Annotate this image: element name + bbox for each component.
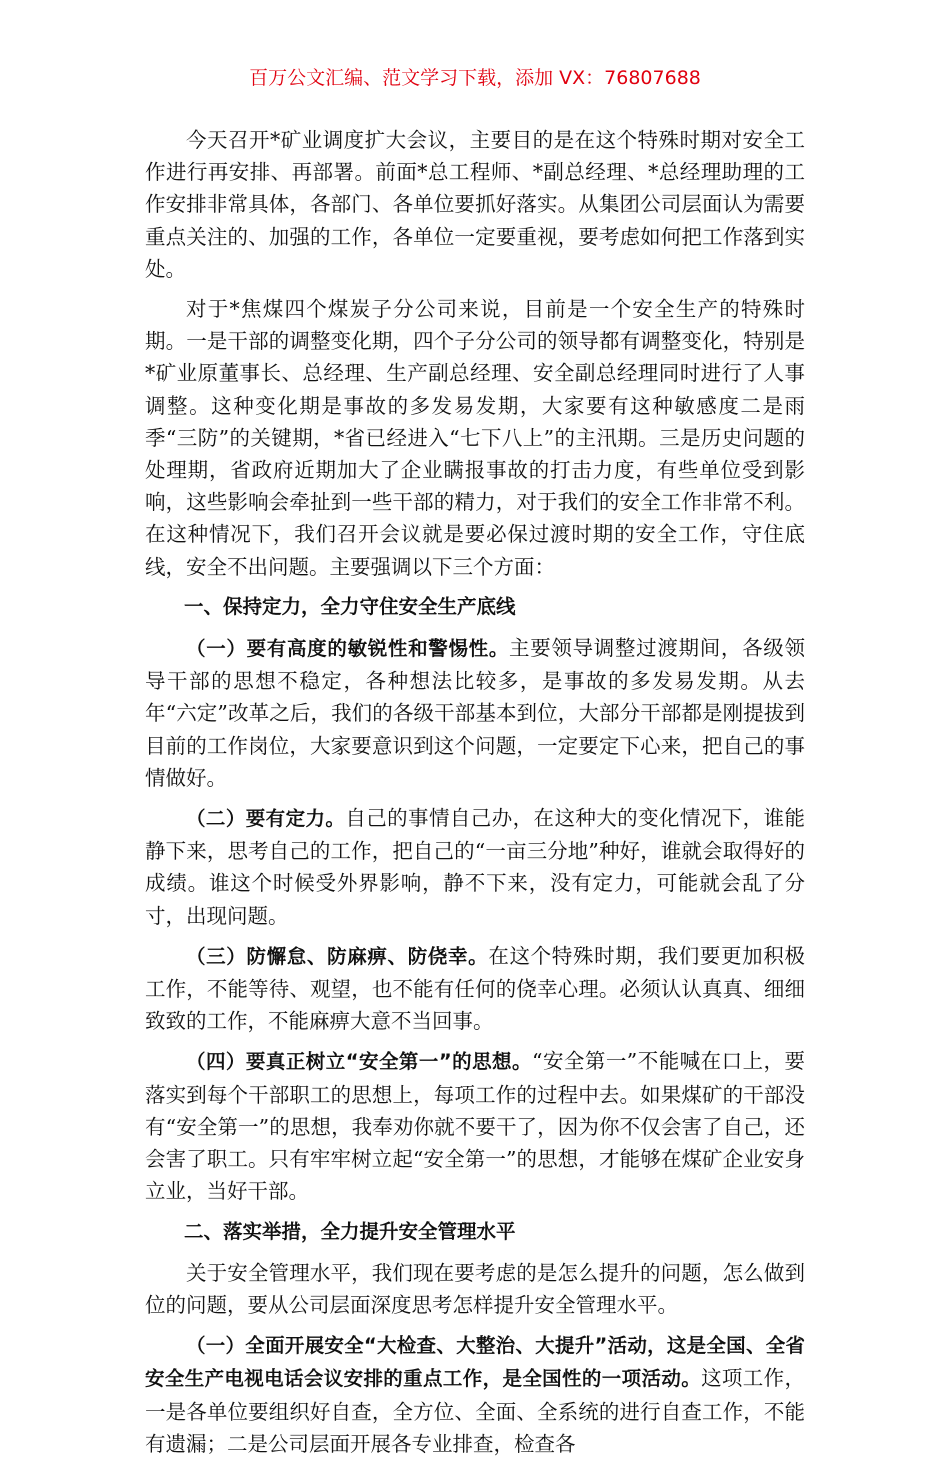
intro-paragraph: 今天召开*矿业调度扩大会议，主要目的是在这个特殊时期对安全工作进行再安排、再部署。前面*总工程师、*副总经理、*总经理助理的工作安排非常具体，各部门、各单位要抓好落实。从集团公司层面认为需要重点关注的、加强的工作，各单位一定要重视，要考虑如何把工作落到实处。 [145,128,805,281]
subsection-5-text: 这项工作，一是各单位要组织好自查，全方位、全面、全系统的进行自查工作，不能有遗漏；二是公司层面开展各专业排查，检查各 [145,1366,805,1456]
subsection-1 [145,632,805,794]
subsection-3-text: 在这个特殊时期，我们要更加积极工作，不能等待、观望，也不能有任何的侥幸心理。必须认认真真、细细致致的工作，不能麻痹大意不当回事。 [145,943,805,1034]
subsection-4 [145,1045,805,1207]
subsection-3 [145,940,805,1038]
document-body [145,124,805,1468]
subsection-2 [145,802,805,932]
subsection-2-text: 自己的事情自己办，在这种大的变化情况下，谁能静下来，思考自己的工作，把自己的“一亩三分地”种好，谁就会取得好的成绩。谁这个时候受外界影响，静不下来，没有定力，可能就会乱了分寸，出现问题。 [145,806,805,928]
subsection-1-text: 主要领导调整过渡期间，各级领导干部的思想不稳定，各种想法比较多，是事故的多发易发期。从去年“六定”改革之后，我们的各级干部基本到位，大部分干部都是刚提拔到目前的工作岗位，大家要意识到这个问题，一定要定下心来，把自己的事情做好。 [145,636,805,790]
subsection-1-lead: （一）要有高度的敏锐性和警惕性。 [186,637,510,661]
download-banner: 百万公文汇编、范文学习下载，添加 VX：76807688 [249,67,701,89]
section-heading-1: 一、保持定力，全力守住安全生产底线 [184,594,516,618]
subsection-4-lead: （四）要真正树立“安全第一”的思想。 [186,1050,532,1074]
section-heading-2: 二、落实举措，全力提升安全管理水平 [184,1219,516,1243]
context-paragraph: 对于*焦煤四个煤炭子分公司来说，目前是一个安全生产的特殊时期。一是干部的调整变化期，四个子分公司的领导都有调整变化，特别是*矿业原董事长、总经理、生产副总经理、安全副总经理同时进行了人事调整。这种变化期是事故的多发易发期，大家要有这种敏感度二是雨季“三防”的关键期，*省已经进入“七下八上”的主汛期。三是历史问题的处理期，省政府近期加大了企业瞒报事故的打击力度，有些单位受到影响，这些影响会牵扯到一些干部的精力，对于我们的安全工作非常不利。在这种情况下，我们召开会议就是要必保过渡时期的安全工作，守住底线，安全不出问题。主要强调以下三个方面： [145,297,805,579]
subsection-5 [145,1329,805,1460]
subsection-2-lead: （二）要有定力。 [186,807,346,831]
subsection-4-text: “安全第一”不能喊在口上，要落实到每个干部职工的思想上，每项工作的过程中去。如果煤矿的干部没有“安全第一”的思想，我奉劝你就不要干了，因为你不仅会害了自己，还会害了职工。只有牢牢树立起“安全第一”的思想，才能够在煤矿企业安身立业，当好干部。 [145,1049,805,1204]
subsection-3-lead: （三）防懈怠、防麻痹、防侥幸。 [186,944,489,968]
management-paragraph: 关于安全管理水平，我们现在要考虑的是怎么提升的问题，怎么做到位的问题，要从公司层面深度思考怎样提升安全管理水平。 [145,1260,805,1317]
subsection-5-lead: （一）全面开展安全“大检查、大整治、大提升”活动，这是全国、全省安全生产电视电话会议安排的重点工作，是全国性的一项活动。 [145,1334,805,1391]
